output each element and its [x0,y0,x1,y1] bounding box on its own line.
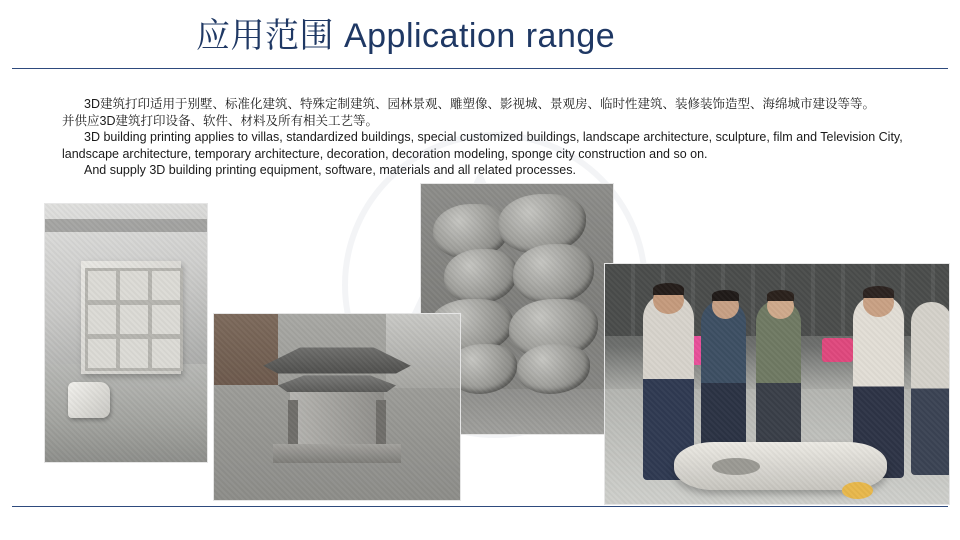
paragraph-cn-1: 3D建筑打印适用于别墅、标准化建筑、特殊定制建筑、园林景观、雕塑像、影视城、景观房、临时性建筑、装修装饰造型、海绵城市建设等等。 [84,97,875,111]
visitors-with-printed-bench-photo [604,263,950,505]
3d-printed-pavilion-photo [213,313,461,501]
3d-printed-lattice-wall-photo [44,203,208,463]
body-text-block [62,96,942,179]
paragraph-cn-2: 并供应3D建筑打印设备、软件、材料及所有相关工艺等。 [62,113,378,128]
paragraph-en-1: 3D building printing applies to villas, standardized buildings, special customized buildings, landscape architecture, sculpture, film and Television City, landscape architecture, temporary architecture, decoration, decoration modeling, sponge city construction and so on. [62,130,903,161]
paragraph-en-2: And supply 3D building printing equipment, software, materials and all related processes. [84,163,576,177]
bottom-divider [12,506,948,507]
page-title: 应用范围 Application range [196,17,616,55]
title-divider [12,68,948,69]
